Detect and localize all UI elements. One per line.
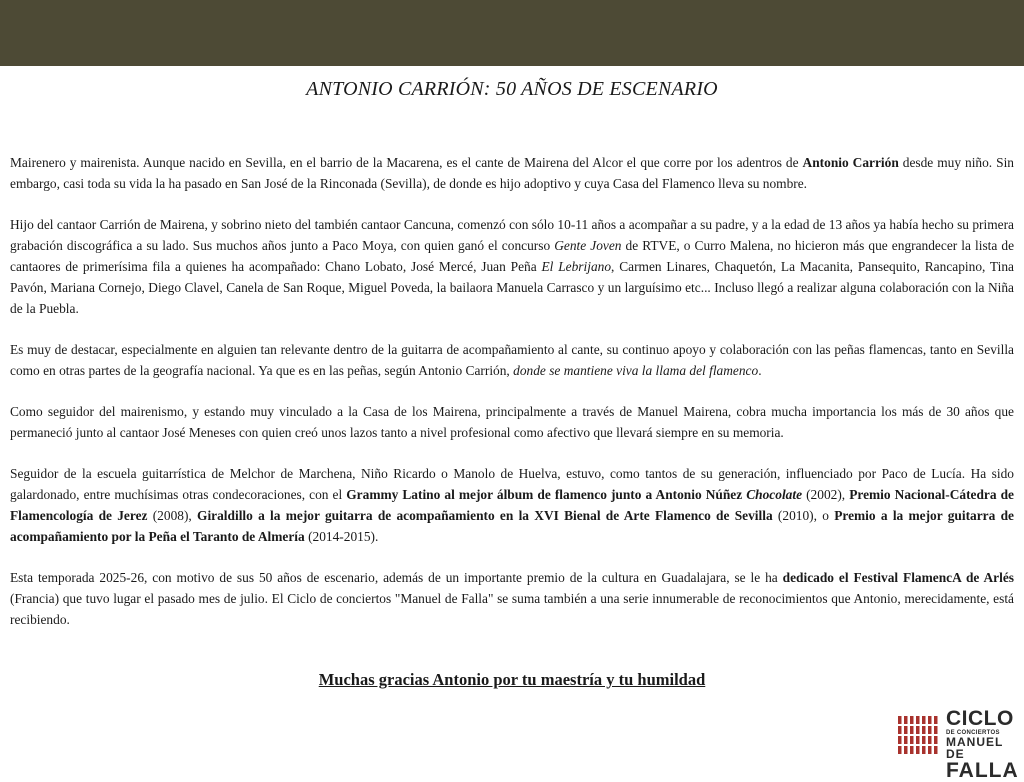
logo-de-conciertos: DE CONCIERTOS xyxy=(946,730,1000,736)
paragraph-6 xyxy=(10,567,1014,630)
text-segment: (2010), o xyxy=(772,508,835,523)
text-segment: Es muy de destacar, especialmente en alguien tan relevante dentro de la guitarra de acompañamiento al cante, su continuo apoyo y colaboración con las peñas flamencas, tanto en Sevilla como en otras partes de la geografía nacional. Ya que es en las peñas, según Antonio Carrión, xyxy=(10,342,1014,378)
text-segment: Premio Nacional-Cátedra de Flamencología de Jerez xyxy=(10,487,1015,523)
logo-falla: FALLA xyxy=(946,759,1019,782)
text-segment: Chocolate xyxy=(746,487,803,502)
paragraph-2 xyxy=(10,214,1014,319)
text-segment: desde muy niño. Sin embargo, casi toda su vida la ha pasado en San José de la Rinconada (Sevilla), de donde es hijo adoptivo y cuya Casa del Flamenco lleva su nombre. xyxy=(10,155,1014,191)
text-segment: Seguidor de la escuela guitarrística de Melchor de Marchena, Niño Ricardo o Manolo de Huelva, estuvo, como tantos de su generación, influenciado por Paco de Lucía. Ha sido galardonado, entre muchísimas otras condecoraciones, con el xyxy=(10,466,1014,502)
text-segment: (2008), xyxy=(147,508,198,523)
logo-manuel: MANUEL DE xyxy=(946,735,1004,761)
text-segment: . xyxy=(758,363,762,378)
text-segment: Como seguidor del mairenismo, y estando muy vinculado a la Casa de los Mairena, principalmente a través de Manuel Mairena, cobra mucha importancia los más de 30 años que permaneció junto al cantaor José Meneses con quien creó unos lazos tanto a nivel profesional como afectivo que llevará siempre en su memoria. xyxy=(10,404,1014,440)
text-segment: Antonio Carrión xyxy=(802,155,899,170)
logo-text xyxy=(946,706,1020,781)
text-segment: Mairenero y mairenista. Aunque nacido en Sevilla, en el barrio de la Macarena, es el cante de Mairena del Alcor el que corre por los adentros de xyxy=(10,155,803,170)
text-segment: dedicado el Festival FlamencA de Arlés xyxy=(782,570,1014,585)
logo-mark-icon xyxy=(896,710,944,760)
paragraph-1 xyxy=(10,152,1014,194)
text-segment: Hijo del cantaor Carrión de Mairena, y sobrino nieto del también cantaor Cancuna, comenzó con sólo 10-11 años a acompañar a su padre, y a la edad de 13 años ya había hecho su primera grabación discográfica a su lado. Sus muchos años junto a Paco Moya, con quien ganó el concurso xyxy=(10,217,1014,253)
text-segment: El Lebrijano xyxy=(541,259,612,274)
paragraph-3 xyxy=(10,339,1014,381)
text-segment: Gente Joven xyxy=(554,238,622,253)
text-segment: de RTVE, o Curro Malena, no hicieron más que engrandecer la lista de cantaores de primerísima fila a quienes ha acompañado: Chano Lobato, José Mercé, Juan Peña xyxy=(10,238,1015,274)
closing-line: Muchas gracias Antonio por tu maestría y tu humildad xyxy=(318,670,706,689)
text-segment: Grammy Latino al mejor álbum de flamenco junto a Antonio Núñez xyxy=(346,487,747,502)
logo-ciclo: CICLO xyxy=(946,707,1014,730)
ciclo-manuel-de-falla-logo xyxy=(896,706,1020,782)
article-body xyxy=(10,152,1014,650)
text-segment: Esta temporada 2025-26, con motivo de sus 50 años de escenario, además de un importante premio de la cultura en Guadalajara, se le ha xyxy=(10,570,783,585)
paragraph-5 xyxy=(10,463,1014,547)
page-title: ANTONIO CARRIÓN: 50 AÑOS DE ESCENARIO xyxy=(306,78,718,100)
text-segment: Giraldillo a la mejor guitarra de acompañamiento en la XVI Bienal de Arte Flamenco de Sevilla xyxy=(197,508,773,523)
paragraph-4 xyxy=(10,401,1014,443)
header-bar xyxy=(0,0,1024,66)
text-segment: , Carmen Linares, Chaquetón, La Macanita, Pansequito, Rancapino, Tina Pavón, Mariana Cornejo, Diego Clavel, Canela de San Roque, Miguel Poveda, la bailaora Manuela Carrasco y un larguísimo etc... Incluso llegó a realizar alguna colaboración con la Niña de la Puebla. xyxy=(10,259,1015,316)
text-segment: (Francia) que tuvo lugar el pasado mes de julio. El Ciclo de conciertos "Manuel de Falla" se suma también a una serie innumerable de reconocimientos que Antonio, merecidamente, está recibiendo. xyxy=(10,591,1014,627)
text-segment: (2014-2015). xyxy=(304,529,379,544)
text-segment: donde se mantiene viva la llama del flamenco xyxy=(513,363,759,378)
text-segment: (2002), xyxy=(802,487,850,502)
text-segment: Premio a la mejor guitarra de acompañamiento por la Peña el Taranto de Almería xyxy=(10,508,1014,544)
